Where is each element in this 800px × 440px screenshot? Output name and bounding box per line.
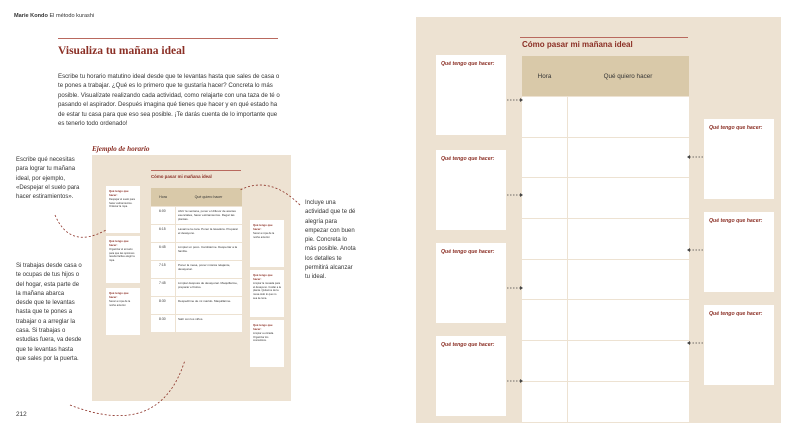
arrow-head: [520, 193, 523, 197]
question-label: Qué tengo que hacer:: [441, 342, 495, 348]
note-question: Qué tengo que hacer:: [109, 291, 129, 299]
page-title: Visualiza tu mañana ideal: [58, 45, 186, 57]
worksheet-arrows: [400, 0, 800, 440]
example-title: Ejemplo de horario: [92, 145, 150, 153]
row-time: 6:45: [159, 245, 166, 249]
row-activity: Poner la mesa, poner música relajante, desayunar.: [175, 261, 242, 278]
question-label: Qué tengo que hacer:: [709, 311, 763, 317]
note-answer: Organizar el armario para que las opciones resulte fáciles elegir la ropa.: [109, 248, 135, 262]
row-activity: Despedirme de mi marido. Maquillarme.: [175, 297, 242, 314]
note-question: Qué tengo que hacer:: [253, 323, 273, 331]
row-time: 8:30: [159, 317, 166, 321]
arrow-head: [687, 341, 690, 345]
question-label: Qué tengo que hacer:: [709, 125, 763, 131]
question-label: Qué tengo que hacer:: [709, 218, 763, 224]
arrow-head: [687, 155, 690, 159]
row-activity: Lavarme la cara. Poner la lavadora. Preparar el desayuno.: [175, 225, 242, 242]
arrow-head: [520, 379, 523, 383]
arrow-head: [520, 286, 523, 290]
row-activity: Abrir la ventana, poner el difusor de aceites esenciales, hacer estiramientos. Regar las plantas.: [175, 207, 242, 224]
note-answer: Limpiar la mesada para el desayuno. Cuidar a la planta. Quitarme de la mesa todo lo que no sea la cena.: [253, 282, 281, 300]
page-number: 212: [16, 411, 27, 418]
row-time: 6:00: [159, 209, 166, 213]
example-subtitle: Cómo pasar mi mañana ideal: [151, 174, 212, 179]
connector-arrow: [70, 360, 185, 416]
note-answer: Secar a ropa de la noche anterior.: [109, 300, 131, 307]
note-answer: Limpiar a entrada. Organizar los cosméticos.: [253, 332, 274, 343]
row-time: 7:45: [159, 281, 166, 285]
worksheet-title: Cómo pasar mi mañana ideal: [522, 40, 633, 49]
note-question: Qué tengo que hacer:: [109, 239, 129, 247]
row-time: 7:15: [159, 263, 166, 267]
arrow-head: [520, 98, 523, 102]
question-label: Qué tengo que hacer:: [441, 156, 495, 162]
row-time: 6:15: [159, 227, 166, 231]
side-note-work: Si trabajas desde casa o te ocupas de tus hijos o del hogar, esta parte de la mañana abarca desde que te levantas hasta que te pones a trabajar o a arreglar la casa. Si trabajas o estudias fuera, va desde que te levantas hasta que sales por la puerta.: [16, 263, 82, 362]
arrow-head: [687, 248, 690, 252]
row-activity: Limpiar después de desayunar. Maquillarme, preparar el bolso.: [175, 279, 242, 296]
note-question: Qué tengo que hacer:: [253, 223, 273, 231]
example-col-hora: Hora: [159, 195, 167, 199]
intro-paragraph: Escribe tu horario matutino ideal desde que te levantas hasta que sales de casa o te pones a trabajar. ¿Qué es lo primero que te gustaría hacer? Concreta lo más posible. Visualízate realizando cada actividad, como relajarte con una taza de té o pasando el aspirador. Después imagina qué tienes que hacer y en qué estado ha de estar tu casa para que eso sea posible. ¡Te darás cuenta de lo importante que es tenerlo todo ordenado!: [58, 73, 280, 128]
note-question: Qué tengo que hacer:: [109, 189, 129, 197]
row-activity: Limpiar un poco. Cambiarme. Despertar a la familia.: [175, 243, 242, 260]
worksheet-col-quiero: Qué quiero hacer: [603, 72, 653, 80]
header-author: Marie Kondo: [14, 13, 48, 19]
header-book: El método kurashi: [49, 13, 95, 19]
side-note-joy: Incluye una actividad que te dé alegría para empezar con buen pie. Concreta lo más posible. Anota los detalles te permitirá alcanzar tu ideal.: [305, 200, 356, 281]
connector-arrow: [55, 215, 106, 237]
side-note-needs: Escribe qué necesitas para lograr tu mañana ideal, por ejemplo, «Despejar el suelo para hacer estiramientos».: [16, 157, 80, 201]
question-label: Qué tengo que hacer:: [441, 249, 495, 255]
note-question: Qué tengo que hacer:: [253, 273, 273, 281]
row-activity: Salir con los niños.: [175, 315, 242, 332]
worksheet-col-hora: Hora: [537, 72, 552, 80]
connector-arrow: [240, 185, 300, 205]
note-answer: Despejar el suelo para hacer estiramientos. Ordenar la ropa.: [109, 198, 135, 209]
question-label: Qué tengo que hacer:: [441, 61, 495, 67]
example-col-quiero: Qué quiero hacer: [194, 195, 223, 199]
note-answer: Secar a ropa de la noche anterior.: [253, 232, 275, 239]
row-time: 8:30: [159, 299, 166, 303]
